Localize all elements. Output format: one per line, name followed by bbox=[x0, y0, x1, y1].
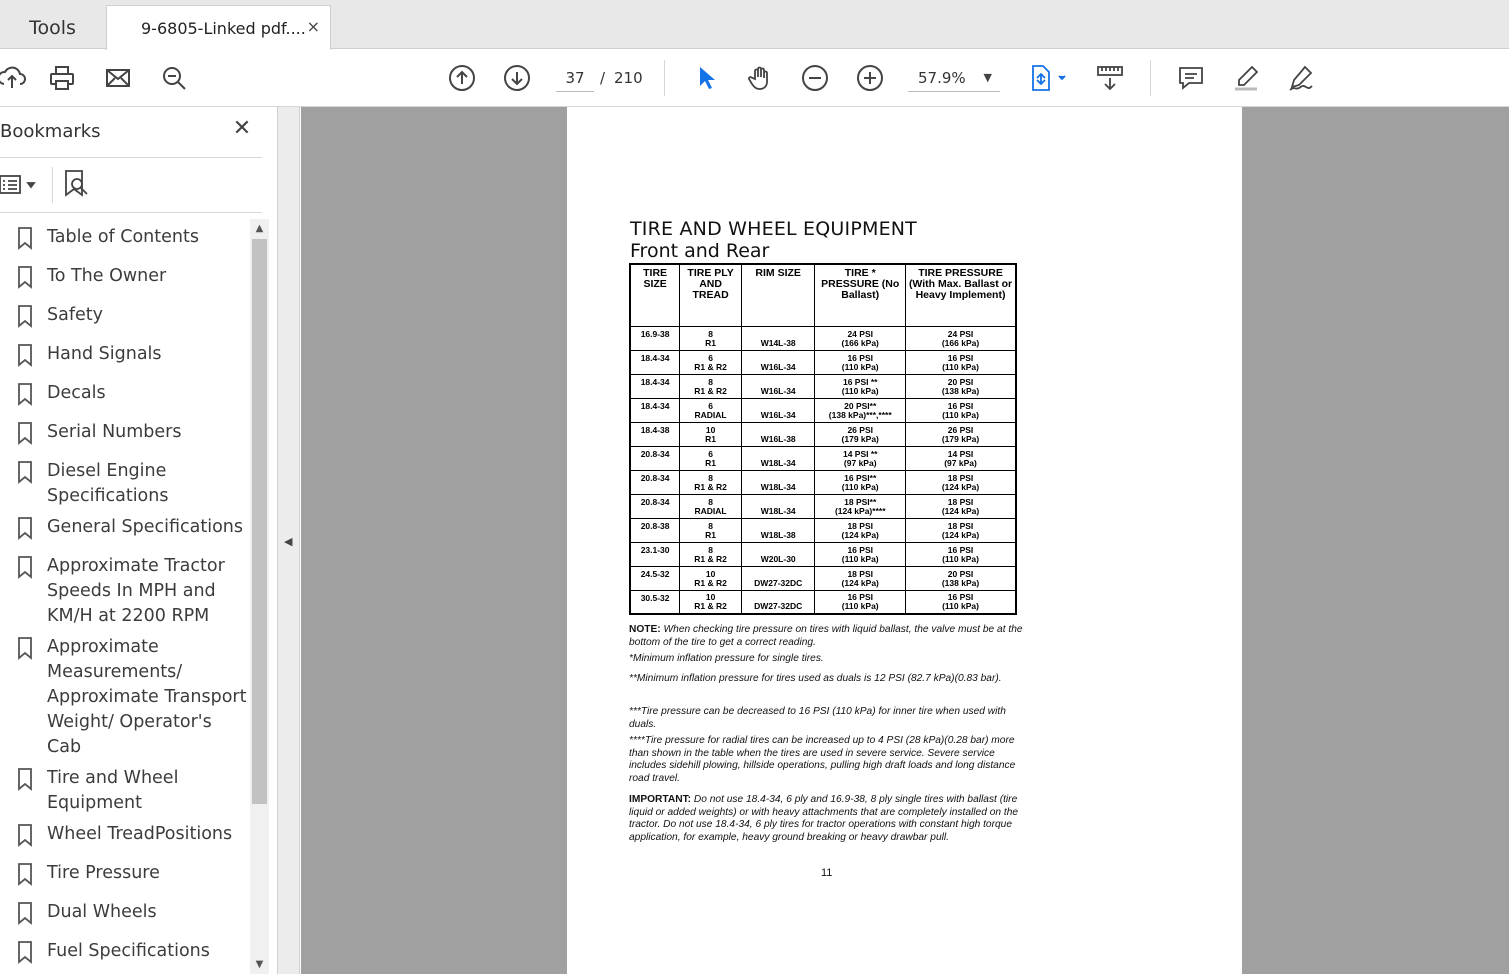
cell-text: 10 bbox=[705, 568, 716, 579]
table-row bbox=[630, 590, 1016, 614]
cell-text: (124 kPa) bbox=[941, 529, 980, 540]
cell-ply-tread bbox=[680, 590, 742, 614]
table-row bbox=[630, 518, 1016, 542]
bookmark-label: Tire Pressure bbox=[47, 863, 160, 883]
cell-text: 24 PSI bbox=[847, 328, 873, 339]
cell-text: 16 PSI ** bbox=[842, 376, 878, 387]
bookmark-icon bbox=[14, 862, 36, 886]
cell-text: 18 PSI** bbox=[844, 496, 877, 507]
cell-text: (110 kPa) bbox=[942, 601, 979, 611]
cell-pressure-no-ballast bbox=[815, 590, 906, 614]
bookmark-item[interactable] bbox=[14, 264, 250, 289]
column-header: TIRE PLY AND TREAD bbox=[680, 264, 742, 326]
zoom-out-icon[interactable] bbox=[799, 62, 831, 94]
cell-pressure-ballast bbox=[906, 326, 1016, 350]
cell-text: RADIAL bbox=[694, 505, 727, 516]
cell-text: (110 kPa) bbox=[841, 481, 879, 492]
comment-icon[interactable] bbox=[1175, 62, 1207, 94]
cell-text: 24.5-32 bbox=[640, 568, 670, 579]
cell-text: 16 PSI bbox=[947, 400, 974, 411]
bookmark-item[interactable] bbox=[14, 225, 250, 250]
cell-pressure-ballast bbox=[906, 374, 1016, 398]
cell-text: R1 & R2 bbox=[694, 385, 727, 396]
cell-text: 20 PSI** bbox=[844, 400, 877, 411]
scroll-mode-icon[interactable] bbox=[1094, 62, 1126, 94]
cell-text: 20 PSI bbox=[947, 376, 974, 387]
cell-text: W18L-34 bbox=[760, 457, 796, 468]
bookmark-label: Fuel Specifications bbox=[47, 941, 210, 961]
footnote: ***Tire pressure can be decreased to 16 PSI (110 kPa) for inner tire when used with duals. bbox=[629, 706, 1006, 730]
hand-tool-icon[interactable] bbox=[744, 62, 776, 94]
print-icon[interactable] bbox=[46, 62, 78, 94]
cell-text: R1 bbox=[705, 529, 717, 540]
cell-text: (110 kPa) bbox=[841, 601, 879, 611]
divider bbox=[52, 167, 53, 203]
bookmark-item[interactable] bbox=[14, 342, 250, 367]
cell-pressure-no-ballast bbox=[815, 350, 906, 374]
cell-text: 18.4-34 bbox=[640, 352, 670, 363]
cell-tire-size bbox=[630, 542, 680, 566]
cell-rim-size bbox=[741, 326, 814, 350]
divider bbox=[0, 212, 262, 213]
cell-text: (124 kPa) bbox=[841, 529, 879, 540]
cell-text: (110 kPa) bbox=[841, 553, 879, 564]
cell-rim-size bbox=[741, 590, 814, 614]
bookmark-icon bbox=[14, 421, 36, 445]
cell-text: 26 PSI bbox=[847, 424, 873, 435]
zoom-level-select[interactable] bbox=[908, 64, 1000, 92]
cell-pressure-ballast bbox=[906, 566, 1016, 590]
bookmark-label: Approximate Measurements/ Approximate Transport Weight/ Operator's Cab bbox=[47, 637, 247, 757]
chevron-down-icon: ▼ bbox=[983, 71, 992, 84]
cell-tire-size bbox=[630, 422, 680, 446]
cell-text: R1 & R2 bbox=[694, 481, 727, 492]
cell-text: 20.8-34 bbox=[640, 472, 670, 483]
cell-text: 6 bbox=[708, 352, 713, 363]
bookmark-item[interactable] bbox=[14, 635, 250, 760]
cell-text: W14L-38 bbox=[760, 337, 796, 348]
cell-text: (166 kPa) bbox=[841, 337, 879, 348]
cell-text: 23.1-30 bbox=[640, 544, 670, 555]
select-cursor-icon[interactable] bbox=[690, 62, 722, 94]
cell-tire-size bbox=[630, 374, 680, 398]
cell-pressure-ballast bbox=[906, 518, 1016, 542]
cell-tire-size bbox=[630, 590, 680, 614]
bookmark-label: Approximate Tractor Speeds In MPH and KM/H at 2200 RPM bbox=[47, 556, 225, 626]
cell-rim-size bbox=[741, 494, 814, 518]
cell-text: (97 kPa) bbox=[944, 457, 977, 468]
cell-text: 8 bbox=[708, 328, 713, 339]
cell-pressure-no-ballast bbox=[815, 446, 906, 470]
page-subheading: Front and Rear bbox=[630, 240, 770, 262]
cell-text: 8 bbox=[708, 544, 713, 555]
cell-text: R1 bbox=[705, 337, 717, 348]
cell-pressure-no-ballast bbox=[815, 470, 906, 494]
cell-text: W16L-34 bbox=[760, 361, 796, 372]
bookmark-label: Table of Contents bbox=[47, 227, 199, 247]
cell-tire-size bbox=[630, 350, 680, 374]
cell-text: (97 kPa) bbox=[843, 457, 877, 468]
bookmark-icon bbox=[14, 940, 36, 964]
cell-text: (110 kPa) bbox=[942, 361, 979, 372]
page-total: 210 bbox=[614, 69, 643, 87]
bookmark-icon bbox=[14, 382, 36, 406]
cell-text: (110 kPa) bbox=[942, 409, 979, 420]
cell-text: (138 kPa) bbox=[941, 577, 980, 588]
zoom-in-icon[interactable] bbox=[854, 62, 886, 94]
cell-text: 18.4-34 bbox=[640, 400, 670, 411]
cell-text: 16 PSI bbox=[847, 352, 873, 363]
bookmark-item[interactable] bbox=[14, 459, 250, 509]
cell-pressure-no-ballast bbox=[815, 518, 906, 542]
table-row bbox=[630, 350, 1016, 374]
cell-text: (179 kPa) bbox=[941, 433, 980, 444]
cell-text: (110 kPa) bbox=[942, 553, 979, 564]
cell-text: 30.5-32 bbox=[640, 592, 670, 603]
toolbar-divider bbox=[1150, 60, 1151, 96]
printed-page-number: 11 bbox=[821, 867, 833, 879]
cell-text: W16L-34 bbox=[760, 385, 796, 396]
cell-text: 18 PSI bbox=[947, 496, 974, 507]
cell-text: R1 & R2 bbox=[694, 601, 727, 611]
table-row bbox=[630, 374, 1016, 398]
cell-text: 16 PSI bbox=[847, 544, 873, 555]
tire-table bbox=[629, 263, 1017, 615]
pdf-page bbox=[567, 107, 1242, 974]
cell-tire-size bbox=[630, 470, 680, 494]
cell-text: 8 bbox=[708, 520, 713, 531]
important-paragraph bbox=[629, 794, 1029, 844]
document-viewer[interactable] bbox=[301, 107, 1509, 974]
cell-text: 18 PSI bbox=[947, 472, 974, 483]
bookmark-icon bbox=[14, 343, 36, 367]
note-label: NOTE: bbox=[629, 624, 661, 635]
cell-text: 16 PSI bbox=[947, 544, 974, 555]
cell-text: DW27-32DC bbox=[754, 601, 803, 611]
bookmark-label: Dual Wheels bbox=[47, 902, 157, 922]
cell-pressure-ballast bbox=[906, 398, 1016, 422]
cell-text: W20L-30 bbox=[760, 553, 796, 564]
cell-text: R1 & R2 bbox=[694, 577, 727, 588]
cell-pressure-ballast bbox=[906, 470, 1016, 494]
cell-text: (124 kPa)**** bbox=[834, 505, 886, 516]
cell-text: R1 & R2 bbox=[694, 553, 727, 564]
cell-pressure-no-ballast bbox=[815, 398, 906, 422]
fit-page-icon[interactable] bbox=[1024, 62, 1070, 94]
cell-text: 16 PSI bbox=[947, 352, 974, 363]
bookmark-label: Serial Numbers bbox=[47, 422, 182, 442]
bookmark-label: Tire and Wheel Equipment bbox=[47, 768, 179, 813]
cell-text: R1 bbox=[705, 433, 717, 444]
cell-text: 20 PSI bbox=[947, 568, 974, 579]
bookmark-label: Hand Signals bbox=[47, 344, 162, 364]
table-row bbox=[630, 422, 1016, 446]
bookmark-icon bbox=[14, 304, 36, 328]
cell-text: 8 bbox=[708, 376, 713, 387]
bookmark-icon bbox=[14, 767, 36, 791]
important-label: IMPORTANT: bbox=[629, 794, 692, 805]
cell-pressure-no-ballast bbox=[815, 422, 906, 446]
cell-text: 8 bbox=[708, 496, 713, 507]
page-heading: TIRE AND WHEEL EQUIPMENT bbox=[630, 218, 917, 240]
bookmark-icon bbox=[14, 516, 36, 540]
cell-text: 18.4-34 bbox=[640, 376, 670, 387]
cell-pressure-ballast bbox=[906, 422, 1016, 446]
bookmark-label: Diesel Engine Specifications bbox=[47, 461, 169, 506]
cell-ply-tread bbox=[680, 422, 742, 446]
note-paragraph bbox=[629, 624, 1029, 649]
tab-document[interactable] bbox=[106, 5, 331, 50]
cell-pressure-no-ballast bbox=[815, 494, 906, 518]
column-header: TIRE SIZE bbox=[630, 264, 680, 326]
cell-tire-size bbox=[630, 326, 680, 350]
bookmark-label: Wheel TreadPositions bbox=[47, 824, 233, 844]
bookmark-icon bbox=[14, 555, 36, 579]
bookmark-item[interactable] bbox=[14, 554, 250, 629]
table-row bbox=[630, 326, 1016, 350]
column-header: TIRE * PRESSURE (No Ballast) bbox=[815, 264, 906, 326]
cell-rim-size bbox=[741, 542, 814, 566]
toolbar-divider bbox=[664, 60, 665, 96]
bookmark-item[interactable] bbox=[14, 900, 250, 925]
cell-text: (124 kPa) bbox=[941, 481, 980, 492]
column-header: TIRE PRESSURE (With Max. Ballast or Heavy Implement) bbox=[906, 264, 1016, 326]
cell-ply-tread bbox=[680, 494, 742, 518]
cell-text: (124 kPa) bbox=[941, 505, 980, 516]
cell-tire-size bbox=[630, 566, 680, 590]
search-icon[interactable] bbox=[158, 62, 190, 94]
cell-text: 18 PSI bbox=[847, 568, 873, 579]
close-panel-icon[interactable]: ✕ bbox=[232, 116, 252, 141]
bookmark-item[interactable] bbox=[14, 939, 250, 964]
cell-text: 10 bbox=[705, 424, 716, 435]
tab-close-icon[interactable]: × bbox=[306, 17, 320, 36]
cell-text: 14 PSI bbox=[947, 448, 974, 459]
divider bbox=[0, 157, 262, 158]
cell-rim-size bbox=[741, 374, 814, 398]
cell-rim-size bbox=[741, 398, 814, 422]
cell-text: (138 kPa) bbox=[941, 385, 980, 396]
cell-rim-size bbox=[741, 470, 814, 494]
bookmark-item[interactable] bbox=[14, 420, 250, 445]
highlight-pen-icon[interactable] bbox=[1230, 62, 1262, 94]
bookmarks-panel bbox=[0, 107, 278, 974]
cell-ply-tread bbox=[680, 518, 742, 542]
footnote: **Minimum inflation pressure for tires used as duals is 12 PSI (82.7 kPa)(0.83 bar). bbox=[629, 673, 1002, 684]
bookmark-icon bbox=[14, 460, 36, 484]
cell-text: 14 PSI ** bbox=[842, 448, 878, 459]
bookmark-item[interactable] bbox=[14, 822, 250, 847]
zoom-level-value: 57.9% bbox=[918, 69, 966, 87]
cell-text: 20.8-34 bbox=[640, 448, 670, 459]
cell-text: (138 kPa)***,**** bbox=[828, 409, 892, 420]
important-text: Do not use 18.4-34, 6 ply and 16.9-38, 8 ply single tires with ballast (tire liquid or added weights) or with heavy attachments that are completely installed on the tractor. Do not use 18.4-34, 6 ply tires for tractor operations with constant high torque application, for example, heavy ground breaking or heavy drawbar pull. bbox=[629, 794, 1019, 843]
add-bookmark-icon[interactable] bbox=[62, 169, 92, 199]
cell-text: 6 bbox=[708, 448, 713, 459]
bookmark-item[interactable] bbox=[14, 515, 250, 540]
page-number-input[interactable]: 37 bbox=[556, 64, 594, 92]
cell-text: (166 kPa) bbox=[941, 337, 980, 348]
cell-text: 20.8-34 bbox=[640, 496, 670, 507]
tab-bar bbox=[0, 0, 1509, 49]
bookmark-tools bbox=[0, 167, 262, 203]
table-row bbox=[630, 398, 1016, 422]
cell-pressure-ballast bbox=[906, 446, 1016, 470]
cell-text: W18L-34 bbox=[760, 481, 796, 492]
cell-text: RADIAL bbox=[694, 409, 727, 420]
cell-text: W16L-34 bbox=[760, 409, 796, 420]
cell-text: 18 PSI bbox=[947, 520, 974, 531]
column-header: RIM SIZE bbox=[741, 264, 814, 326]
bookmark-icon bbox=[14, 636, 36, 660]
cell-rim-size bbox=[741, 350, 814, 374]
table-row bbox=[630, 470, 1016, 494]
cell-text: 8 bbox=[708, 472, 713, 483]
previous-page-icon[interactable] bbox=[446, 62, 478, 94]
sign-pen-icon[interactable] bbox=[1285, 62, 1317, 94]
cell-text: 26 PSI bbox=[947, 424, 974, 435]
cell-rim-size bbox=[741, 446, 814, 470]
cell-pressure-ballast bbox=[906, 590, 1016, 614]
table-row bbox=[630, 542, 1016, 566]
bookmark-icon bbox=[14, 265, 36, 289]
cell-text: W16L-38 bbox=[760, 433, 796, 444]
cell-ply-tread bbox=[680, 398, 742, 422]
cell-pressure-ballast bbox=[906, 542, 1016, 566]
bookmark-icon bbox=[14, 901, 36, 925]
bookmark-list bbox=[0, 219, 250, 974]
cell-text: 10 bbox=[705, 592, 716, 602]
cell-pressure-ballast bbox=[906, 494, 1016, 518]
next-page-icon[interactable] bbox=[501, 62, 533, 94]
scroll-down-icon[interactable]: ▼ bbox=[255, 959, 264, 970]
bookmark-item[interactable] bbox=[14, 303, 250, 328]
cell-text: W18L-38 bbox=[760, 529, 796, 540]
cell-text: 20.8-38 bbox=[640, 520, 670, 531]
page-separator: / bbox=[600, 69, 606, 87]
cell-pressure-no-ballast bbox=[815, 542, 906, 566]
tab-tools-label: Tools bbox=[29, 16, 76, 39]
bookmark-item[interactable] bbox=[14, 766, 250, 816]
table-body bbox=[630, 326, 1016, 614]
bookmark-label: Decals bbox=[47, 383, 106, 403]
footnote: *Minimum inflation pressure for single tires. bbox=[629, 653, 824, 664]
tab-tools[interactable] bbox=[0, 6, 105, 49]
cell-text: 16 PSI bbox=[947, 592, 974, 602]
scrollbar-thumb[interactable] bbox=[252, 239, 267, 804]
bookmark-item[interactable] bbox=[14, 861, 250, 886]
cell-ply-tread bbox=[680, 566, 742, 590]
note-text: When checking tire pressure on tires with liquid ballast, the valve must be at the bottom of the tire to get a correct reading. bbox=[629, 624, 1023, 648]
cell-text: (110 kPa) bbox=[841, 385, 879, 396]
cell-tire-size bbox=[630, 398, 680, 422]
cell-text: 18 PSI bbox=[847, 520, 873, 531]
cell-text: W18L-34 bbox=[760, 505, 796, 516]
email-icon[interactable] bbox=[102, 62, 134, 94]
cell-text: 18.4-38 bbox=[640, 424, 670, 435]
footnote: ****Tire pressure for radial tires can be increased up to 4 PSI (28 kPa)(0.28 bar) more than shown in the table when the tires are used in severe service. Severe service includes sidehill plowing, hillside operations, pulling high draft loads and long distance road travel. bbox=[629, 735, 1016, 784]
table-row bbox=[630, 494, 1016, 518]
cell-tire-size bbox=[630, 494, 680, 518]
cell-tire-size bbox=[630, 518, 680, 542]
table-row bbox=[630, 446, 1016, 470]
cell-text: R1 & R2 bbox=[694, 361, 727, 372]
cell-pressure-no-ballast bbox=[815, 566, 906, 590]
cell-ply-tread bbox=[680, 446, 742, 470]
upload-icon[interactable] bbox=[0, 62, 28, 94]
cell-text: 16 PSI** bbox=[844, 472, 877, 483]
panel-collapse-handle[interactable] bbox=[278, 107, 300, 974]
options-menu-icon[interactable] bbox=[0, 171, 40, 199]
cell-ply-tread bbox=[680, 374, 742, 398]
cell-pressure-ballast bbox=[906, 350, 1016, 374]
cell-rim-size bbox=[741, 422, 814, 446]
table-header-row bbox=[630, 264, 1016, 326]
cell-text: 16.9-38 bbox=[640, 328, 670, 339]
cell-text: DW27-32DC bbox=[754, 577, 803, 588]
cell-tire-size bbox=[630, 446, 680, 470]
scroll-up-icon[interactable]: ▲ bbox=[255, 223, 264, 234]
cell-text: 6 bbox=[708, 400, 713, 411]
cell-ply-tread bbox=[680, 350, 742, 374]
cell-text: (124 kPa) bbox=[841, 577, 879, 588]
bookmark-icon bbox=[14, 823, 36, 847]
cell-text: 16 PSI bbox=[847, 592, 873, 602]
cell-ply-tread bbox=[680, 542, 742, 566]
panel-title: Bookmarks bbox=[0, 121, 101, 142]
cell-text: (179 kPa) bbox=[841, 433, 879, 444]
main-toolbar bbox=[0, 50, 1509, 107]
cell-text: 24 PSI bbox=[947, 328, 974, 339]
tab-document-label: 9-6805-Linked pdf.... bbox=[141, 18, 306, 38]
cell-pressure-no-ballast bbox=[815, 326, 906, 350]
cell-pressure-no-ballast bbox=[815, 374, 906, 398]
bookmark-label: General Specifications bbox=[47, 517, 244, 537]
cell-text: R1 bbox=[705, 457, 717, 468]
cell-ply-tread bbox=[680, 326, 742, 350]
cell-text: (110 kPa) bbox=[841, 361, 879, 372]
table-row bbox=[630, 566, 1016, 590]
bookmark-label: Safety bbox=[47, 305, 103, 325]
cell-ply-tread bbox=[680, 470, 742, 494]
collapse-left-icon: ◀ bbox=[284, 535, 293, 548]
bookmark-item[interactable] bbox=[14, 381, 250, 406]
cell-rim-size bbox=[741, 518, 814, 542]
bookmark-icon bbox=[14, 226, 36, 250]
cell-rim-size bbox=[741, 566, 814, 590]
bookmark-label: To The Owner bbox=[47, 266, 167, 286]
